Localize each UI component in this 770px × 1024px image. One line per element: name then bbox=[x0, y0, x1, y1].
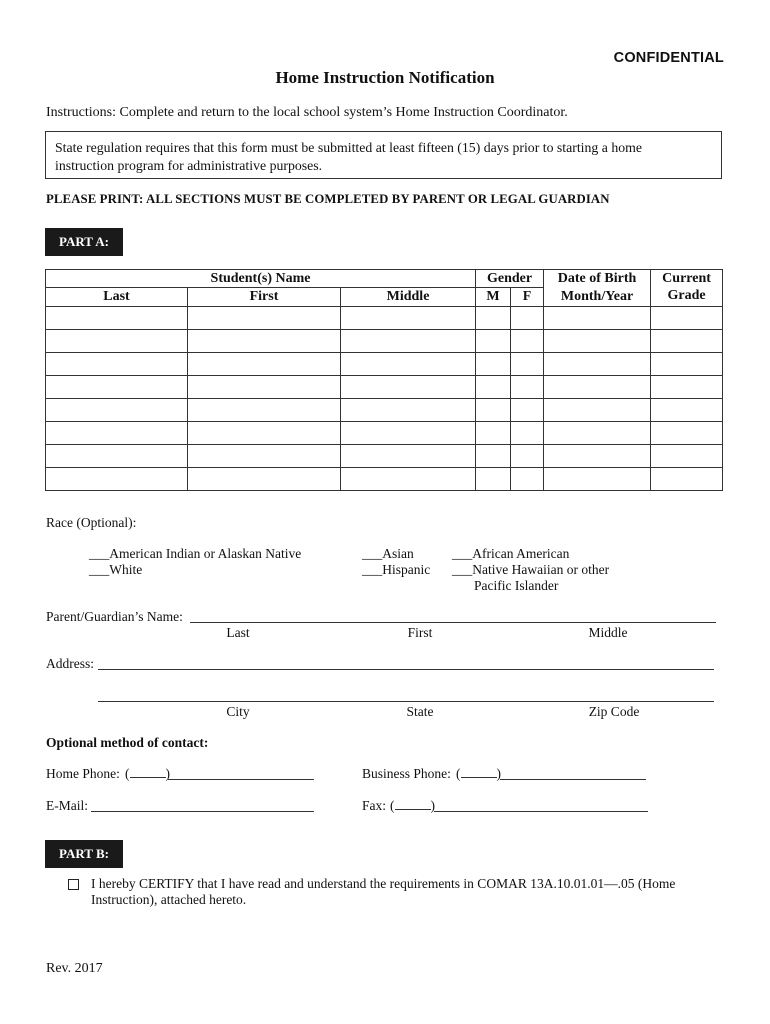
first-name-cell[interactable] bbox=[188, 353, 341, 376]
table-row bbox=[46, 330, 723, 353]
table-row bbox=[46, 353, 723, 376]
please-print-notice: PLEASE PRINT: ALL SECTIONS MUST BE COMPLETED BY PARENT OR LEGAL GUARDIAN bbox=[46, 192, 610, 206]
gender-f-cell[interactable] bbox=[511, 353, 544, 376]
gender-f-cell[interactable] bbox=[511, 376, 544, 399]
gender-m-cell[interactable] bbox=[476, 330, 511, 353]
first-header: First bbox=[188, 288, 341, 307]
regulation-line-1: State regulation requires that this form must be submitted at least fifteen (15) days prior to starting a home bbox=[55, 140, 642, 155]
gender-m-cell[interactable] bbox=[476, 353, 511, 376]
grade-cell[interactable] bbox=[651, 399, 723, 422]
address-line-2-field[interactable] bbox=[98, 701, 714, 702]
dob-cell[interactable] bbox=[544, 307, 651, 330]
regulation-line-2: instruction program for administrative purposes. bbox=[55, 158, 323, 173]
gender-f-header: F bbox=[511, 288, 544, 307]
last-name-cell[interactable] bbox=[46, 422, 188, 445]
last-header: Last bbox=[46, 288, 188, 307]
grade-cell[interactable] bbox=[651, 422, 723, 445]
dob-header: Date of Birth bbox=[544, 270, 651, 288]
part-a-label: PART A: bbox=[45, 228, 123, 256]
grade-cell[interactable] bbox=[651, 468, 723, 491]
middle-name-cell[interactable] bbox=[341, 330, 476, 353]
gender-f-cell[interactable] bbox=[511, 399, 544, 422]
fax-field[interactable] bbox=[434, 811, 648, 812]
fax-label: Fax: bbox=[362, 798, 387, 813]
middle-name-cell[interactable] bbox=[341, 376, 476, 399]
student-table bbox=[45, 269, 723, 491]
table-row bbox=[46, 307, 723, 330]
first-name-cell[interactable] bbox=[188, 468, 341, 491]
email-label: E-Mail: bbox=[46, 798, 88, 813]
table-row bbox=[46, 468, 723, 491]
last-name-cell[interactable] bbox=[46, 330, 188, 353]
parent-name-field[interactable] bbox=[190, 622, 716, 623]
grade-header: Grade bbox=[651, 288, 723, 307]
regulation-notice-box bbox=[45, 131, 722, 179]
middle-name-cell[interactable] bbox=[341, 307, 476, 330]
certify-line-1: I hereby CERTIFY that I have read and understand the requirements in COMAR 13A.10.01.01—.05 (Home bbox=[91, 876, 676, 891]
dob-cell[interactable] bbox=[544, 330, 651, 353]
first-name-cell[interactable] bbox=[188, 307, 341, 330]
table-row bbox=[46, 422, 723, 445]
table-row bbox=[46, 445, 723, 468]
certify-line-2: Instruction), attached hereto. bbox=[91, 892, 247, 907]
race-option-native-hawaiian[interactable]: ___Native Hawaiian or other bbox=[452, 562, 610, 577]
middle-header: Middle bbox=[341, 288, 476, 307]
race-option-white[interactable]: ___White bbox=[89, 562, 143, 577]
part-b-label: PART B: bbox=[45, 840, 123, 868]
first-name-cell[interactable] bbox=[188, 422, 341, 445]
parent-name-label: Parent/Guardian’s Name: bbox=[46, 609, 183, 624]
first-name-cell[interactable] bbox=[188, 445, 341, 468]
race-option-american-indian[interactable]: ___American Indian or Alaskan Native bbox=[89, 546, 302, 561]
gender-header: Gender bbox=[476, 270, 544, 288]
gender-m-header: M bbox=[476, 288, 511, 307]
revision-label: Rev. 2017 bbox=[46, 961, 103, 976]
race-option-african-american[interactable]: ___African American bbox=[452, 546, 570, 561]
business-phone-label: Business Phone: bbox=[362, 766, 451, 781]
gender-f-cell[interactable] bbox=[511, 307, 544, 330]
fax-area-code[interactable]: ( ) bbox=[390, 798, 435, 813]
gender-m-cell[interactable] bbox=[476, 399, 511, 422]
parent-last-caption: Last bbox=[226, 625, 250, 640]
race-option-pacific-islander-label: Pacific Islander bbox=[474, 578, 559, 593]
business-phone-field[interactable] bbox=[500, 779, 646, 780]
dob-cell[interactable] bbox=[544, 353, 651, 376]
table-row bbox=[46, 399, 723, 422]
table-row bbox=[46, 376, 723, 399]
city-caption: City bbox=[226, 704, 250, 719]
gender-m-cell[interactable] bbox=[476, 307, 511, 330]
form-title: Home Instruction Notification bbox=[275, 68, 495, 87]
middle-name-cell[interactable] bbox=[341, 399, 476, 422]
gender-f-cell[interactable] bbox=[511, 445, 544, 468]
parent-first-caption: First bbox=[407, 625, 433, 640]
gender-f-cell[interactable] bbox=[511, 330, 544, 353]
grade-cell[interactable] bbox=[651, 307, 723, 330]
last-name-cell[interactable] bbox=[46, 307, 188, 330]
parent-middle-caption: Middle bbox=[588, 625, 628, 640]
grade-cell[interactable] bbox=[651, 330, 723, 353]
contact-heading: Optional method of contact: bbox=[46, 735, 209, 750]
gender-m-cell[interactable] bbox=[476, 468, 511, 491]
gender-m-cell[interactable] bbox=[476, 422, 511, 445]
last-name-cell[interactable] bbox=[46, 376, 188, 399]
middle-name-cell[interactable] bbox=[341, 422, 476, 445]
instructions-text: Instructions: Complete and return to the local school system’s Home Instruction Coordinator. bbox=[46, 105, 568, 120]
last-name-cell[interactable] bbox=[46, 399, 188, 422]
address-label: Address: bbox=[46, 656, 94, 671]
race-label: Race (Optional): bbox=[46, 515, 137, 530]
gender-m-cell[interactable] bbox=[476, 376, 511, 399]
address-line-1-field[interactable] bbox=[98, 669, 714, 670]
month-year-header: Month/Year bbox=[544, 288, 651, 307]
last-name-cell[interactable] bbox=[46, 468, 188, 491]
dob-cell[interactable] bbox=[544, 468, 651, 491]
confidential-label: CONFIDENTIAL bbox=[613, 50, 724, 66]
students-name-header: Student(s) Name bbox=[46, 270, 476, 288]
home-phone-label: Home Phone: bbox=[46, 766, 120, 781]
last-name-cell[interactable] bbox=[46, 445, 188, 468]
dob-cell[interactable] bbox=[544, 445, 651, 468]
middle-name-cell[interactable] bbox=[341, 445, 476, 468]
first-name-cell[interactable] bbox=[188, 376, 341, 399]
dob-cell[interactable] bbox=[544, 376, 651, 399]
state-caption: State bbox=[406, 704, 434, 719]
grade-cell[interactable] bbox=[651, 376, 723, 399]
table-subheader-row bbox=[46, 288, 723, 307]
current-header: Current bbox=[651, 270, 723, 288]
first-name-cell[interactable] bbox=[188, 399, 341, 422]
home-phone-area-code[interactable]: ( ) bbox=[125, 766, 170, 781]
middle-name-cell[interactable] bbox=[341, 353, 476, 376]
certify-checkbox[interactable] bbox=[68, 879, 79, 890]
gender-f-cell[interactable] bbox=[511, 422, 544, 445]
race-option-asian[interactable]: ___Asian bbox=[362, 546, 414, 561]
race-option-hispanic[interactable]: ___Hispanic bbox=[362, 562, 431, 577]
table-header-row bbox=[46, 270, 723, 288]
first-name-cell[interactable] bbox=[188, 330, 341, 353]
dob-cell[interactable] bbox=[544, 422, 651, 445]
email-field[interactable] bbox=[91, 811, 314, 812]
grade-cell[interactable] bbox=[651, 445, 723, 468]
dob-cell[interactable] bbox=[544, 399, 651, 422]
zip-caption: Zip Code bbox=[588, 704, 640, 719]
gender-f-cell[interactable] bbox=[511, 468, 544, 491]
business-phone-area-code[interactable]: ( ) bbox=[456, 766, 501, 781]
last-name-cell[interactable] bbox=[46, 353, 188, 376]
middle-name-cell[interactable] bbox=[341, 468, 476, 491]
grade-cell[interactable] bbox=[651, 353, 723, 376]
certify-statement bbox=[91, 876, 675, 908]
home-phone-field[interactable] bbox=[168, 779, 314, 780]
gender-m-cell[interactable] bbox=[476, 445, 511, 468]
